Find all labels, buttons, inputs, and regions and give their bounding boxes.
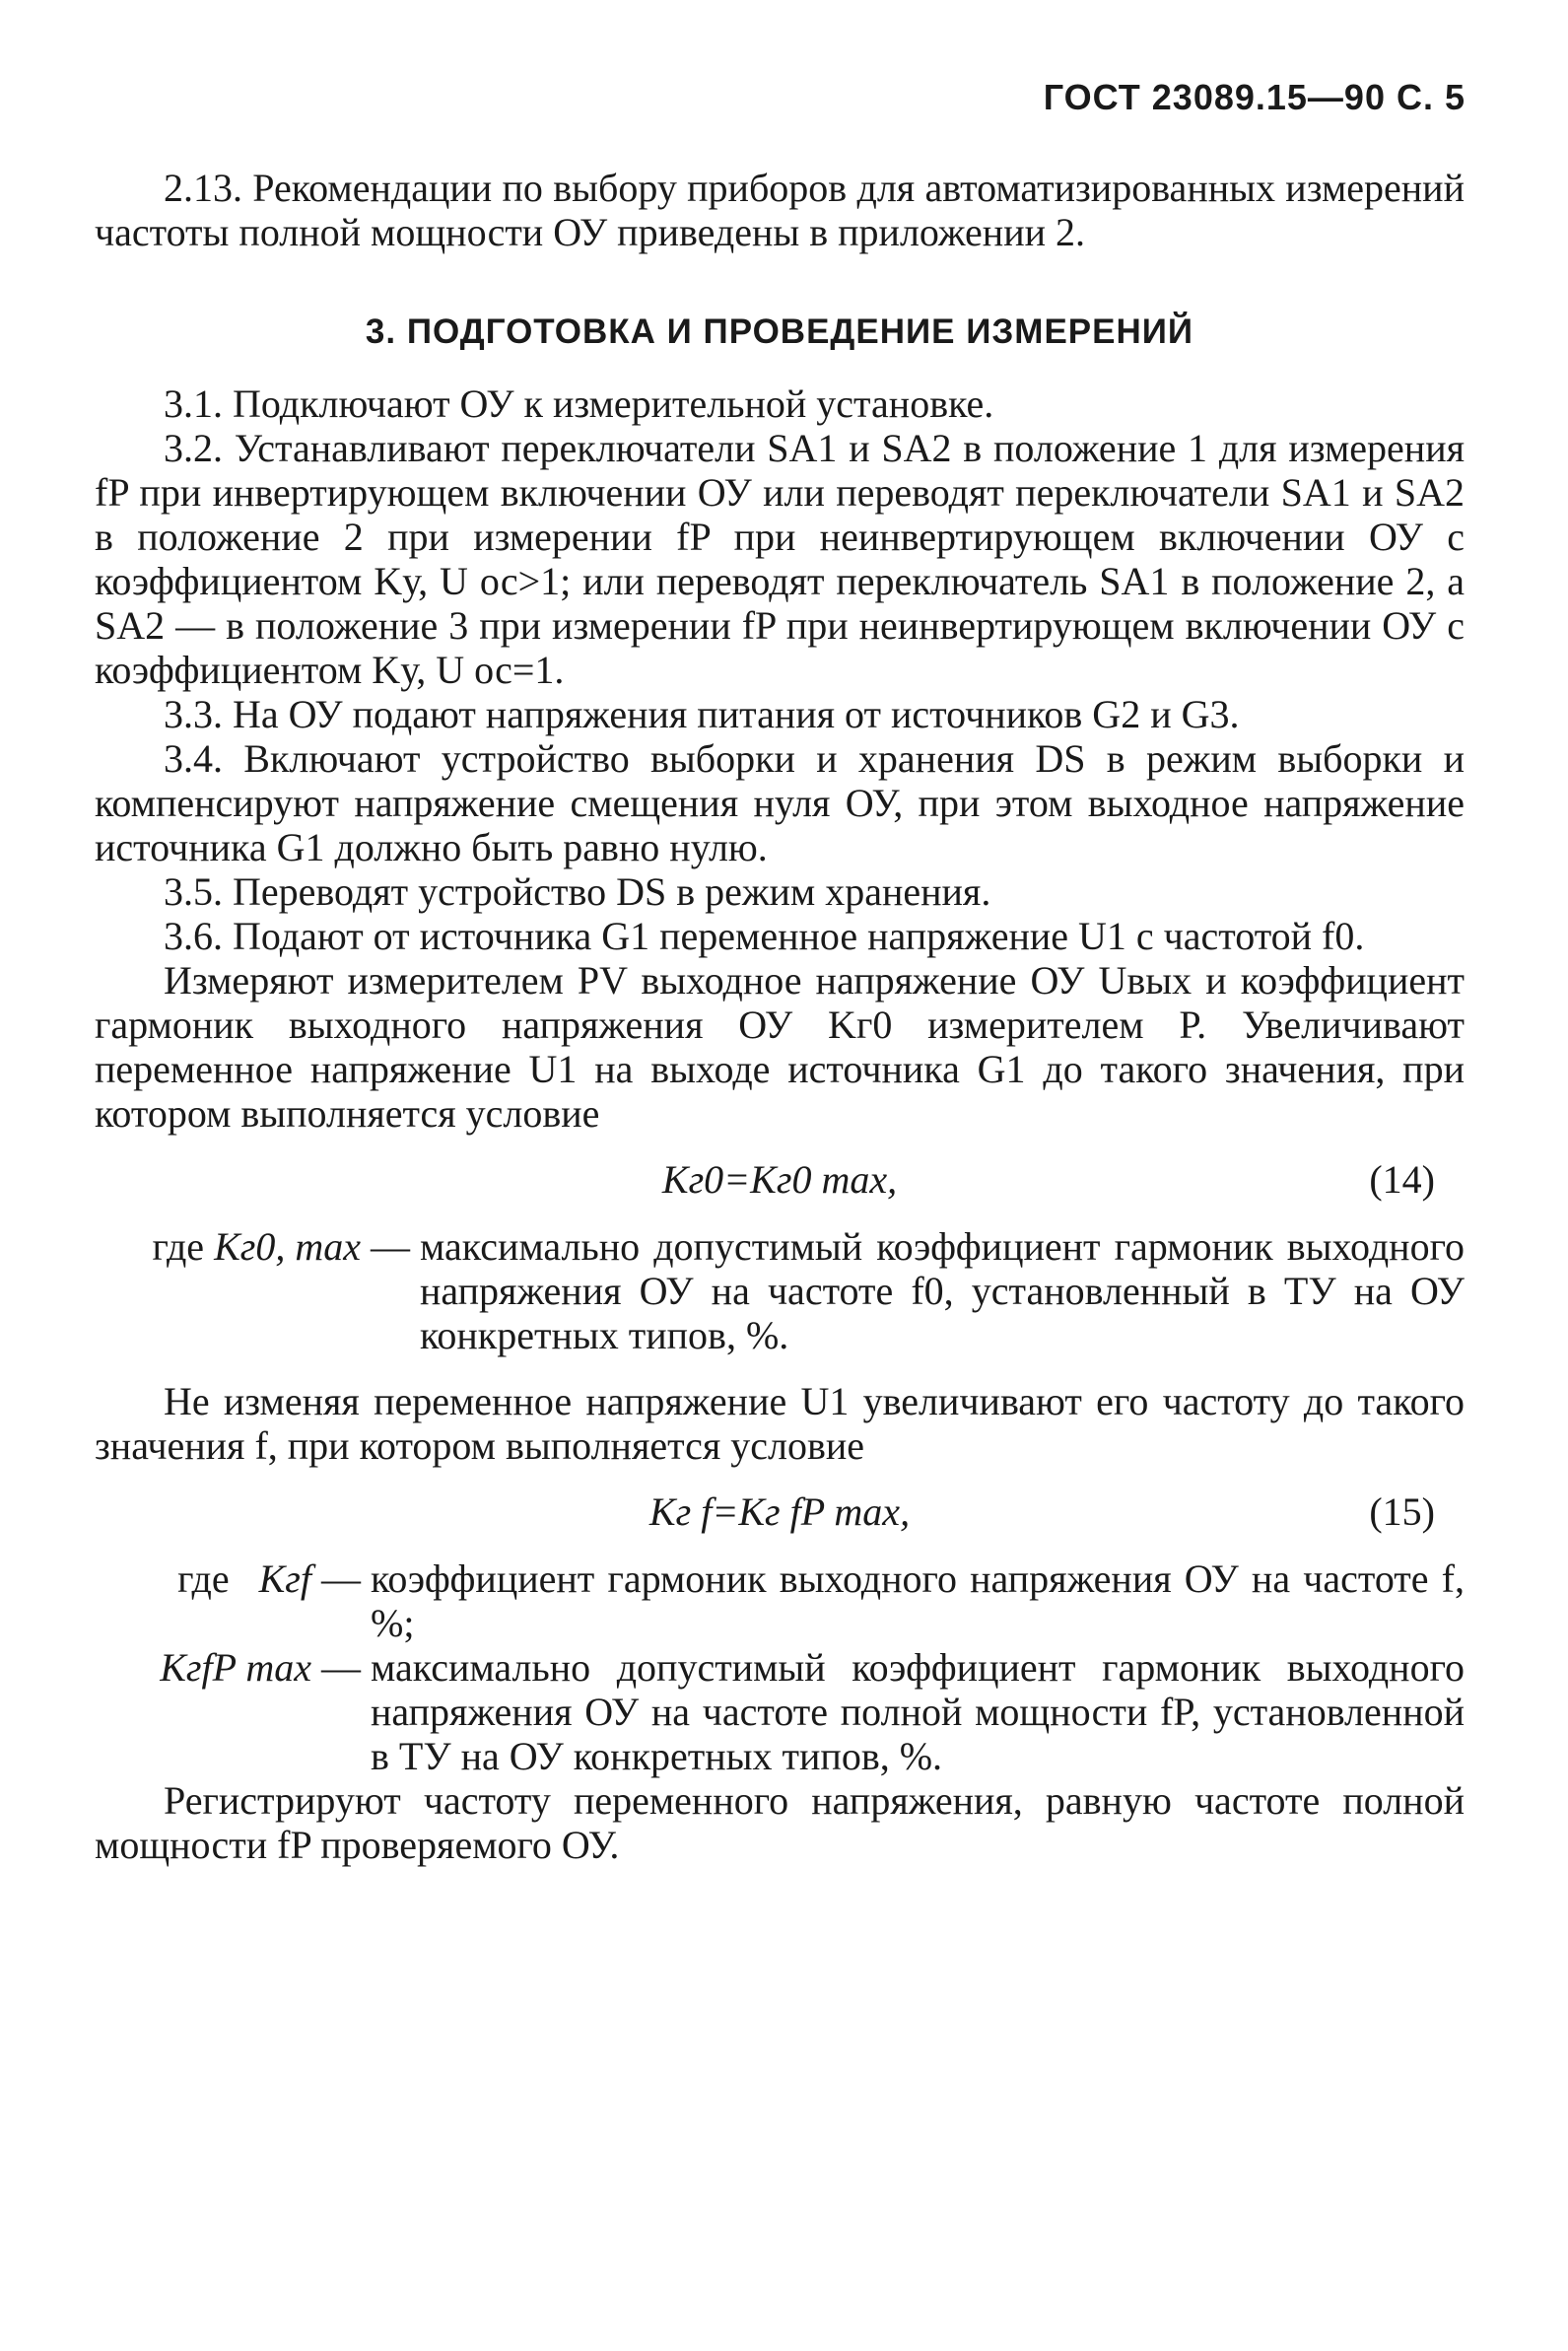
paragraph-register: Регистрируют частоту переменного напряжения, равную частоте полной мощности fP проверяемого ОУ.: [95, 1778, 1465, 1867]
paragraph-3-6: 3.6. Подают от источника G1 переменное напряжение U1 с частотой f0.: [164, 914, 1365, 958]
formula-15-number: (15): [1369, 1489, 1435, 1534]
page-body: [95, 166, 1465, 1867]
running-head: ГОСТ 23089.15—90 С. 5: [1043, 77, 1466, 117]
where-block-1: [95, 1224, 1465, 1357]
where-symbol: Kгf: [258, 1556, 311, 1601]
where-dash: —: [371, 1224, 410, 1269]
where-description-2-2: максимально допустимый коэффициент гармоник выходного напряжения ОУ на частоте полной мощности fP, установленной в ТУ на ОУ конкретных типов, %.: [371, 1645, 1465, 1778]
where-symbol: Kг0, max: [214, 1224, 361, 1269]
section-3-title: 3. ПОДГОТОВКА И ПРОВЕДЕНИЕ ИЗМЕРЕНИЙ: [365, 312, 1194, 351]
where-description-2-1: коэффициент гармоник выходного напряжения ОУ на частоте f, %;: [371, 1556, 1465, 1645]
where-word: где: [177, 1556, 230, 1601]
paragraph-3-3: 3.3. На ОУ подают напряжения питания от источников G2 и G3.: [164, 692, 1240, 736]
formula-14-expression: Kг0=Kг0 max,: [661, 1157, 898, 1202]
paragraph-3-5: 3.5. Переводят устройство DS в режим хранения.: [164, 869, 991, 914]
paragraph-2-13: 2.13. Рекомендации по выбору приборов для автоматизированных измерений частоты полной мощности ОУ приведены в приложении 2.: [95, 166, 1465, 254]
where-term-2-1: [95, 1556, 371, 1601]
formula-14: [95, 1136, 1465, 1224]
where-term-1: [95, 1224, 420, 1269]
where-description-1: максимально допустимый коэффициент гармоник выходного напряжения ОУ на частоте f0, установленный в ТУ на ОУ конкретных типов, %.: [420, 1224, 1465, 1357]
where-dash: —: [321, 1645, 361, 1690]
where-word: где: [152, 1224, 205, 1269]
formula-15: [95, 1468, 1465, 1556]
paragraph-3-1: 3.1. Подключают ОУ к измерительной установке.: [164, 381, 994, 426]
paragraph-3-2: 3.2. Устанавливают переключатели SA1 и SA2 в положение 1 для измерения fP при инвертирующем включении ОУ или переводят переключатели SA1 и SA2 в положение 2 при измерении fP при неинвертирующем включении ОУ с коэффициентом Kу, U ос>1; или переводят переключатель SA1 в положение 2, а SA2 — в положение 3 при измерении fP при неинвертирующем включении ОУ с коэффициентом Kу, U ос=1.: [95, 426, 1465, 692]
paragraph-no-change: Не изменяя переменное напряжение U1 увеличивают его частоту до такого значения f, при котором выполняется условие: [95, 1379, 1465, 1468]
paragraph-3-4: 3.4. Включают устройство выборки и хранения DS в режим выборки и компенсируют напряжение смещения нуля ОУ, при этом выходное напряжение источника G1 должно быть равно нулю.: [95, 736, 1465, 869]
where-block-2-item-1: [95, 1556, 1465, 1645]
paragraph-measure: Измеряют измерителем PV выходное напряжение ОУ Uвых и коэффициент гармоник выходного напряжения ОУ Kг0 измерителем P. Увеличивают переменное напряжение U1 на выходе источника G1 до такого значения, при котором выполняется условие: [95, 958, 1465, 1136]
where-dash: —: [321, 1556, 361, 1601]
formula-14-number: (14): [1369, 1157, 1435, 1202]
where-term-2-2: [95, 1645, 371, 1690]
formula-15-expression: Kг f=Kг fP max,: [648, 1489, 911, 1534]
where-block-2-item-2: [95, 1645, 1465, 1778]
where-symbol: KгfP max: [160, 1645, 311, 1690]
